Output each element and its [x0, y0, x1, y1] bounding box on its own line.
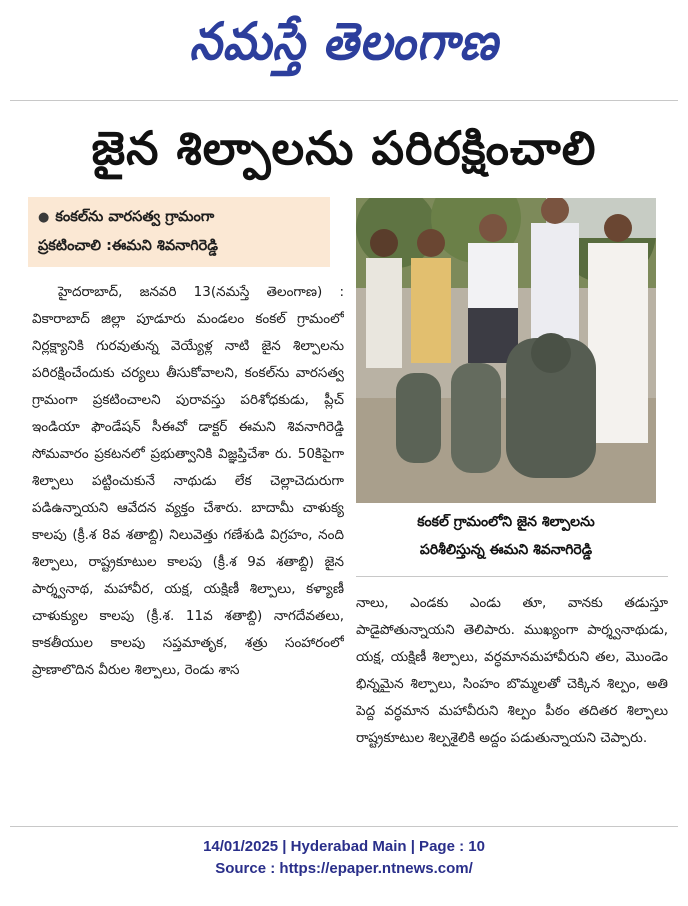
- photo-caption: [356, 508, 656, 566]
- subheadline-box: [28, 197, 330, 267]
- masthead: [0, 8, 688, 78]
- subhead-line-1: కంకల్‌ను వారసత్వ గ్రామంగా: [55, 209, 215, 225]
- article-body-right: [356, 590, 668, 810]
- subhead-line-2: ప్రకటించాలి :ఈమని శివనాగిరెడ్డి: [38, 238, 219, 254]
- masthead-divider: [10, 100, 678, 101]
- news-photo: [356, 198, 656, 503]
- page-footer: [0, 836, 688, 880]
- article-headline: జైన శిల్పాలను పరిరక్షించాలి: [91, 121, 597, 175]
- article-text-right: నాలు, ఎండకు ఎండు తూ, వానకు తడుస్తూ పాడైపోతున్నాయని తెలిపారు. ముఖ్యంగా పార్శ్వనాథుడు, యక్ష, యక్షిణీ శిల్పాలు, వర్ధమానమహావీరుని తల, మొండెం భిన్నమైన శిల్పాలు, సింహం బొమ్మలతో చెక్కిన శిల్పం, అతి పెద్ద వర్ధమాన మహావీరుని శిల్పం పీఠం తదితర శిల్పాలు రాష్ట్రకూటుల శిల్పశైలికి అద్దం పడుతున్నాయని చెప్పారు.: [356, 595, 668, 746]
- article-text-left: హైదరాబాద్, జనవరి 13(నమస్తే తెలంగాణ) : వికారాబాద్ జిల్లా పూడూరు మండలం కంకల్ గ్రామంలో నిర్లక్ష్యానికి గురవుతున్న వెయ్యేళ్ల నాటి జైన శిల్పాలను పరిరక్షించేందుకు చర్యలు తీసుకోవాలని, కంకల్‌ను వారసత్వ గ్రామంగా ప్రకటించాలని పురావస్తు పరిశోధకుడు, ప్లీచ్ ఇండియా ఫౌండేషన్ సీఈవో డాక్టర్ ఈమని శివనాగిరెడ్డి సోమవారం ప్రకటనలో ప్రభుత్వానికి విజ్ఞప్తిచేశా రు. 50కిపైగా శిల్పాలు పట్టించుకునే నాథుడు లేక చెల్లాచెదురుగా పడిఉన్నాయని ఆవేదన వ్యక్తం చేశారు. బాదామీ చాళుక్య కాలపు (క్రీ.శ 8వ శతాబ్ది) నిలువెత్తు గణేశుడి విగ్రహం, నంది శిల్పాలు, రాష్ట్రకూటుల కాలపు (క్రీ.శ 9వ శతాబ్ది) జైన పార్శ్వనాథ, మహావీర, యక్ష, యక్షిణీ శిల్పాలు, కళ్యాణీ చాళుక్యుల కాలపు (క్రీ.శ. 11వ శతాబ్ది) నాగదేవతలు, కాకతీయుల కాలపు సప్తమాతృక, శత్రు సంహారంలో ప్రాణాలొదిన వీరుల శిల్పాలు, రెండు శాస: [32, 284, 344, 678]
- footer-divider: [10, 826, 678, 827]
- jain-sculptures-photo: [356, 198, 656, 503]
- caption-divider: [356, 576, 668, 577]
- bullet-icon: ●: [38, 210, 50, 225]
- article-body-left: [32, 279, 344, 809]
- newspaper-logo: నమస్తే తెలంగాణ: [189, 10, 499, 72]
- caption-line-1: కంకల్ గ్రామంలోని జైన శిల్పాలను: [417, 514, 595, 530]
- footer-edition-info: 14/01/2025 | Hyderabad Main | Page : 10: [203, 838, 485, 855]
- caption-line-2: పరిశీలిస్తున్న ఈమని శివనాగిరెడ్డి: [419, 542, 593, 558]
- footer-source-link[interactable]: Source : https://epaper.ntnews.com/: [215, 860, 473, 877]
